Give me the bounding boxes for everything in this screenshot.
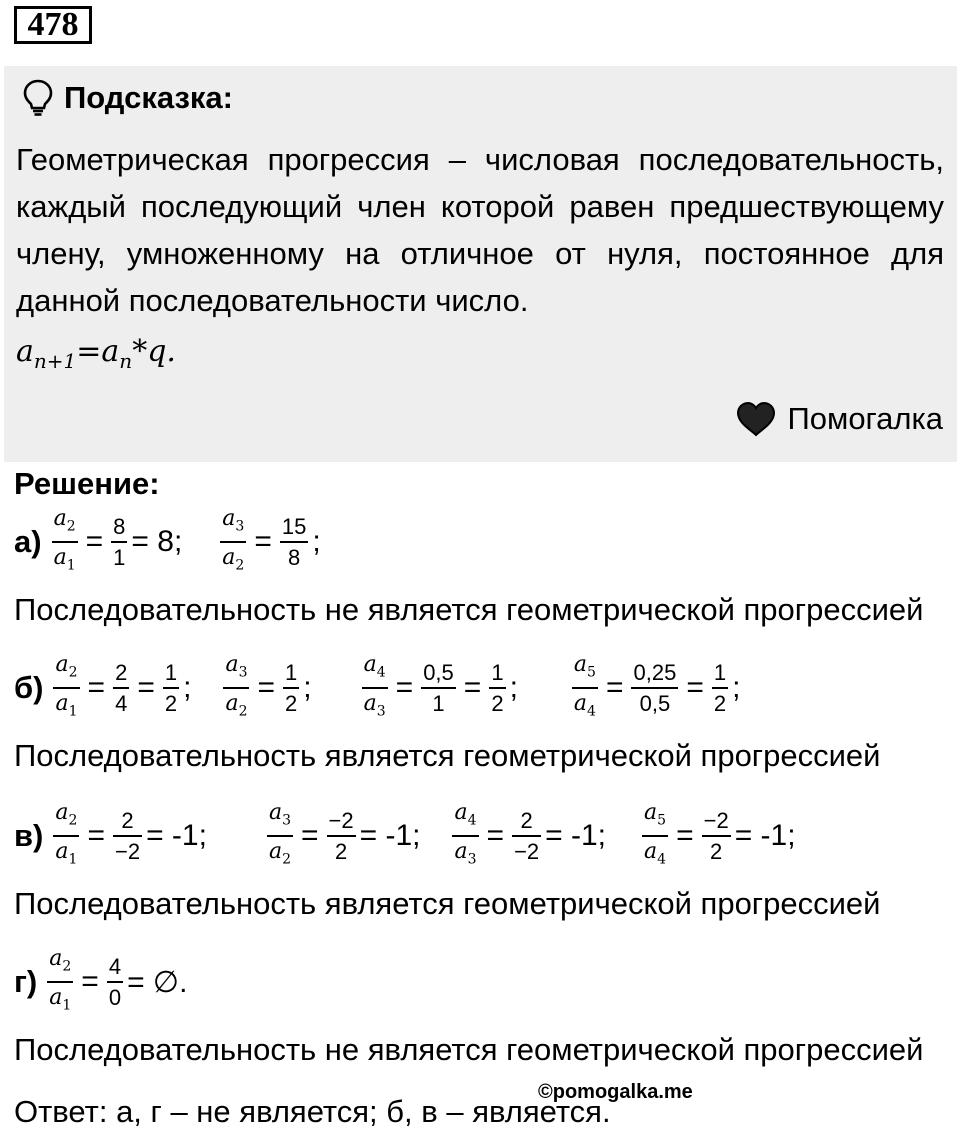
solution-b-ratios: б) $\frac{a_2}{a_1}$ = $\frac{2}{4}$ = $\frac{1}{2}$ ; $\frac{a_3}{a_2}$ = $\frac{1}{2}$ ; $\frac{a_4}{a_3}$ = $\frac{0,5}{1}$ = $\frac{1}{2}$ ; $\frac{a_5}{a_4}$ = $\frac{0,25}{0,5}$ = $\frac{1}{2}$ ;: [14, 652, 741, 720]
solution-d-conclusion: Последовательность не является геометрической прогрессией: [14, 1032, 924, 1067]
solution-a-ratios: а) $\frac{a_2}{a_1}$ = $\frac{8}{1}$ = 8; $\frac{a_3}{a_2}$ = $\frac{15}{8}$ ;: [14, 506, 321, 574]
brand: [735, 401, 943, 437]
hint-text: Геометрическая прогрессия – числовая последовательность, каждый последующий член которой равен предшествующему члену, умноженному на отличное от нуля, постоянное для данной последовательности число.: [16, 142, 944, 318]
heart-icon: [735, 401, 777, 437]
solution-a-conclusion: Последовательность не является геометрической прогрессией: [14, 592, 924, 627]
hint-panel: [4, 66, 957, 462]
recurrence-formula: $a_{n+1}=a_n*q$.: [16, 334, 176, 373]
solution-c-ratios: в) $\frac{a_2}{a_1}$ = $\frac{2}{-2}$ = -1; $\frac{a_3}{a_2}$ = $\frac{-2}{2}$ = -1; $\frac{a_4}{a_3}$ = $\frac{2}{-2}$ = -1; $\frac{a_5}{a_4}$ = $\frac{-2}{2}$ = -1;: [14, 800, 796, 868]
hint-title: Подсказка:: [64, 80, 233, 115]
answer: Ответ: а, г – не является; б, в – является.: [14, 1094, 611, 1129]
watermark: ©pomogalka.me: [538, 1081, 693, 1103]
solution-d-ratios: г) $\frac{a_2}{a_1}$ = $\frac{4}{0}$ = ∅.: [14, 946, 188, 1014]
task-number: 478: [14, 6, 92, 44]
brand-label: Помогалка: [787, 401, 943, 436]
solution-b-conclusion: Последовательность является геометрической прогрессией: [14, 738, 881, 773]
lightbulb-icon: [22, 79, 54, 117]
solution-title: Решение:: [14, 466, 160, 501]
hint-header: [22, 78, 233, 118]
solution-c-conclusion: Последовательность является геометрической прогрессией: [14, 886, 881, 921]
